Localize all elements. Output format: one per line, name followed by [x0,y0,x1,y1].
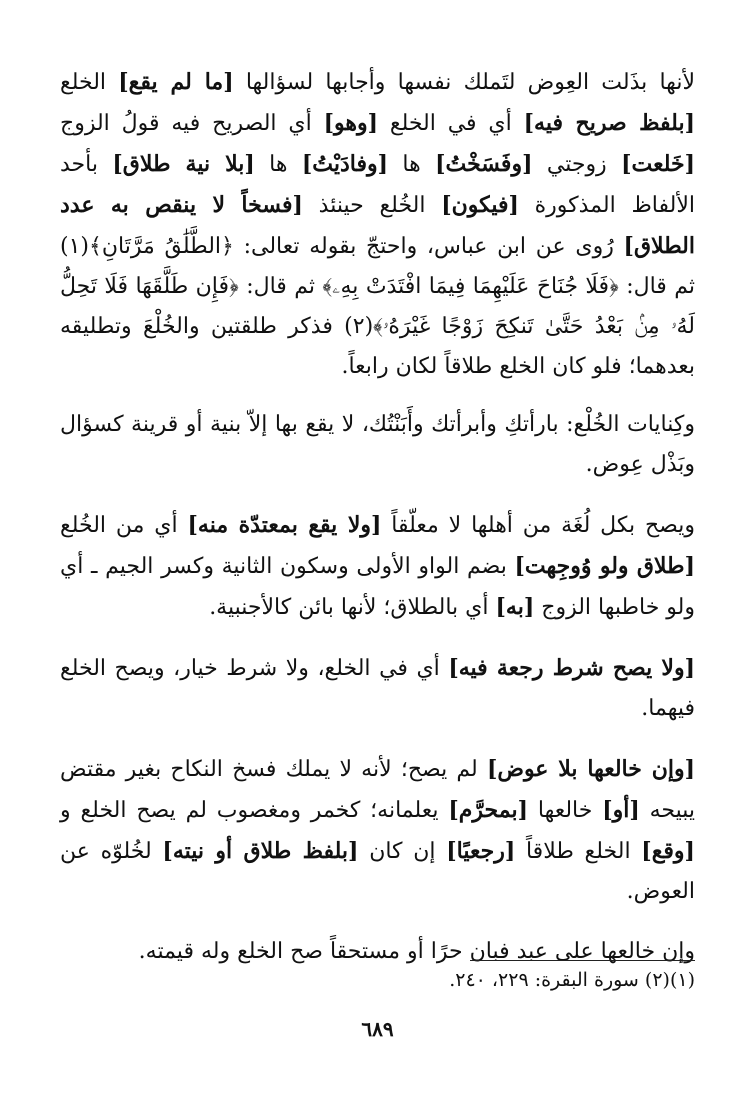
commentary-text: ها [254,152,302,177]
page-body [60,62,695,992]
commentary-text: لأنها بذَلت العِوض لتَملك نفسها وأجابها لسؤالها [233,70,695,95]
commentary-text: أي الصريح فيه قولُ الزوج [60,111,324,136]
commentary-text: يعلمانه؛ كخمر ومغصوب لم يصح الخلع و [60,798,449,823]
matn-text: [فسخاً لا ينقص به عدد الطلاق] [60,192,695,259]
matn-text: [فيكون] [441,192,519,218]
footnote-divider [470,960,695,961]
commentary-text: بأحد الألفاظ المذكورة [60,152,695,218]
commentary-text: زوجتي [532,152,622,177]
matn-text: [وإن خالعها بلا عوض] [486,756,695,782]
paragraph [60,648,695,729]
page-number: ٦٨٩ [361,1017,394,1041]
commentary-text: خالعها [528,798,603,823]
commentary-text: الخُلع حينئذ [302,193,442,218]
matn-text: [بلفظ صريح فيه] [523,110,696,136]
commentary-text: أي في الخلع، ولا شرط خيار، ويصح الخلع فيهما. [60,656,695,721]
matn-text: [خَلعت] [621,151,695,177]
footnote: (١)(٢) سورة البقرة: ٢٢٩، ٢٤٠. [449,969,695,991]
paragraph [60,505,695,628]
matn-text: [بلفظ طلاق أو نيته] [162,838,359,864]
commentary-text: أي من الخُلع [60,513,188,538]
matn-text: [رجعيًا] [446,838,516,864]
commentary-text: لخُلوّه عن العوض. [60,839,695,904]
matn-text: [ولا يصح شرط رجعة فيه] [448,655,696,681]
commentary-text: أي بالطلاق؛ لأنها بائن كالأجنبية. [209,595,496,620]
matn-text: [وهو] [323,110,378,136]
commentary-text: الخلع طلاقاً [515,839,642,864]
paragraph [60,749,695,912]
commentary-text: وإن خالعها على عبد فبان حرًا أو مستحقاً صح الخلع وله قيمته. [138,939,695,964]
matn-text: [أو] [602,797,640,823]
matn-text: [بلا نية طلاق] [112,151,255,177]
matn-text: [ما لم يقع] [118,69,234,95]
matn-text: [بمحرَّم] [448,797,529,823]
commentary-text: لم يصح؛ لأنه لا يملك فسخ النكاح بغير مقتض يبيحه [60,757,695,823]
commentary-text: الخلع [60,70,119,95]
commentary-text: ها [388,152,436,177]
commentary-text: ويصح بكل لُغَة من أهلها لا معلّقاً [381,513,695,538]
commentary-text: بضم الواو الأولى وسكون الثانية وكسر الجيم ـ أي ولو خاطبها الزوج [60,554,695,620]
matn-text: [ولا يقع بمعتدّة منه] [187,512,382,538]
paragraph [60,405,695,485]
matn-text: [طلاق ولو وُوجِهت] [514,553,695,579]
matn-text: [وقع] [641,838,695,864]
commentary-text: رُوى عن ابن عباس، واحتجّ بقوله تعالى: ﴿الطَّلَٰقُ مَرَّتَانِ﴾(١) ثم قال: ﴿فَلَا جُنَاحَ عَلَيْهِمَا فِيمَا افْتَدَتْ بِهِۦ﴾ ثم قال: ﴿فَإِن طَلَّقَهَا فَلَا تَحِلُّ لَهُۥ مِنۢ بَعْدُ حَتَّىٰ تَنكِحَ زَوْجًا غَيْرَهُۥ﴾(٢) فذكر طلقتين والخُلْعَ وتطليقه بعدهما؛ فلو كان الخلع طلاقاً لكان رابعاً. [60,234,695,379]
commentary-text: وكِنايات الخُلْع: بارأتكِ وأبرأتك وأَبَنْتُك، لا يقع بها إلاّ بنية أو قرينة كسؤال وبَذْل عِوض. [60,412,695,477]
commentary-text: إن كان [358,839,447,864]
paragraph [60,62,695,387]
matn-text: [وفادَيْتُ] [301,151,389,177]
commentary-text: أي في الخلع [378,111,524,136]
matn-text: [وفَسَخْتُ] [435,151,533,177]
matn-text: [به] [495,594,535,620]
